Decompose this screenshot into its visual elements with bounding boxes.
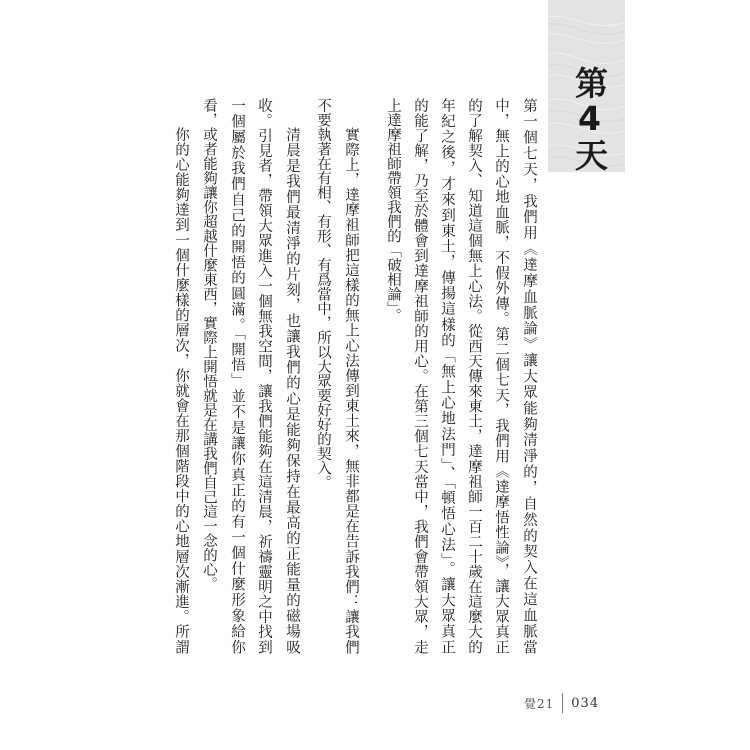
text-column: 收。引見者，帶領大眾進入一個無我空間，讓我們能夠在這清晨，祈禱靈明之中找到 — [256, 98, 272, 654]
text-column: 第一個七天，我們用《達摩血脈論》讓大眾能夠清淨的，自然的契入在這血脈當 — [521, 98, 537, 654]
page-footer — [524, 693, 599, 713]
text-column: 年紀之後，才來到東土，傳揚這樣的「無上心地法門」、「頓悟心法」。讓大眾真正 — [439, 98, 455, 654]
text-column: 一個屬於我們自己的開悟的圓滿。「開悟」並不是讓你真正的有一個什麼形象給你 — [229, 98, 245, 654]
footer-divider — [562, 693, 563, 713]
page-number: 034 — [571, 695, 600, 711]
text-column: 實際上，達摩祖師把這樣的無上心法傳到東土來，無非都是在告訴我們：讓我們 — [343, 127, 359, 654]
text-column: 你的心能夠達到一個什麼樣的層次，你就會在那個階段中的心地層次漸進。所謂 — [173, 127, 189, 654]
text-column: 的能了解，乃至於體會到達摩祖師的用心。在第三個七天當中，我們會帶領大眾，走 — [412, 98, 428, 654]
series-label: 覺21 — [524, 696, 555, 711]
text-column: 清晨是我們最清淨的片刻，也讓我們的心是能夠保持在最高的正能量的磁場吸 — [284, 127, 300, 654]
text-column: 不要執著在有相、有形、有爲當中，所以大眾要好好的契入。 — [315, 98, 331, 490]
text-column: 中，無上的心地血脈，不假外傳。第二個七天，我們用《達摩悟性論》，讓大眾真正 — [493, 98, 509, 654]
text-column: 的了解契入、知道這個無上心法。從西天傳來東土，達摩祖師一百二十歲在這麼大的 — [466, 98, 482, 654]
chapter-title: 第4天 — [570, 65, 609, 171]
text-column: 看，或者能夠讓你超越什麼東西，實際上開悟就是在講我們自己這一念的心。 — [201, 98, 217, 591]
text-column: 上達摩祖師帶領我們的「破相論」。 — [385, 98, 401, 323]
